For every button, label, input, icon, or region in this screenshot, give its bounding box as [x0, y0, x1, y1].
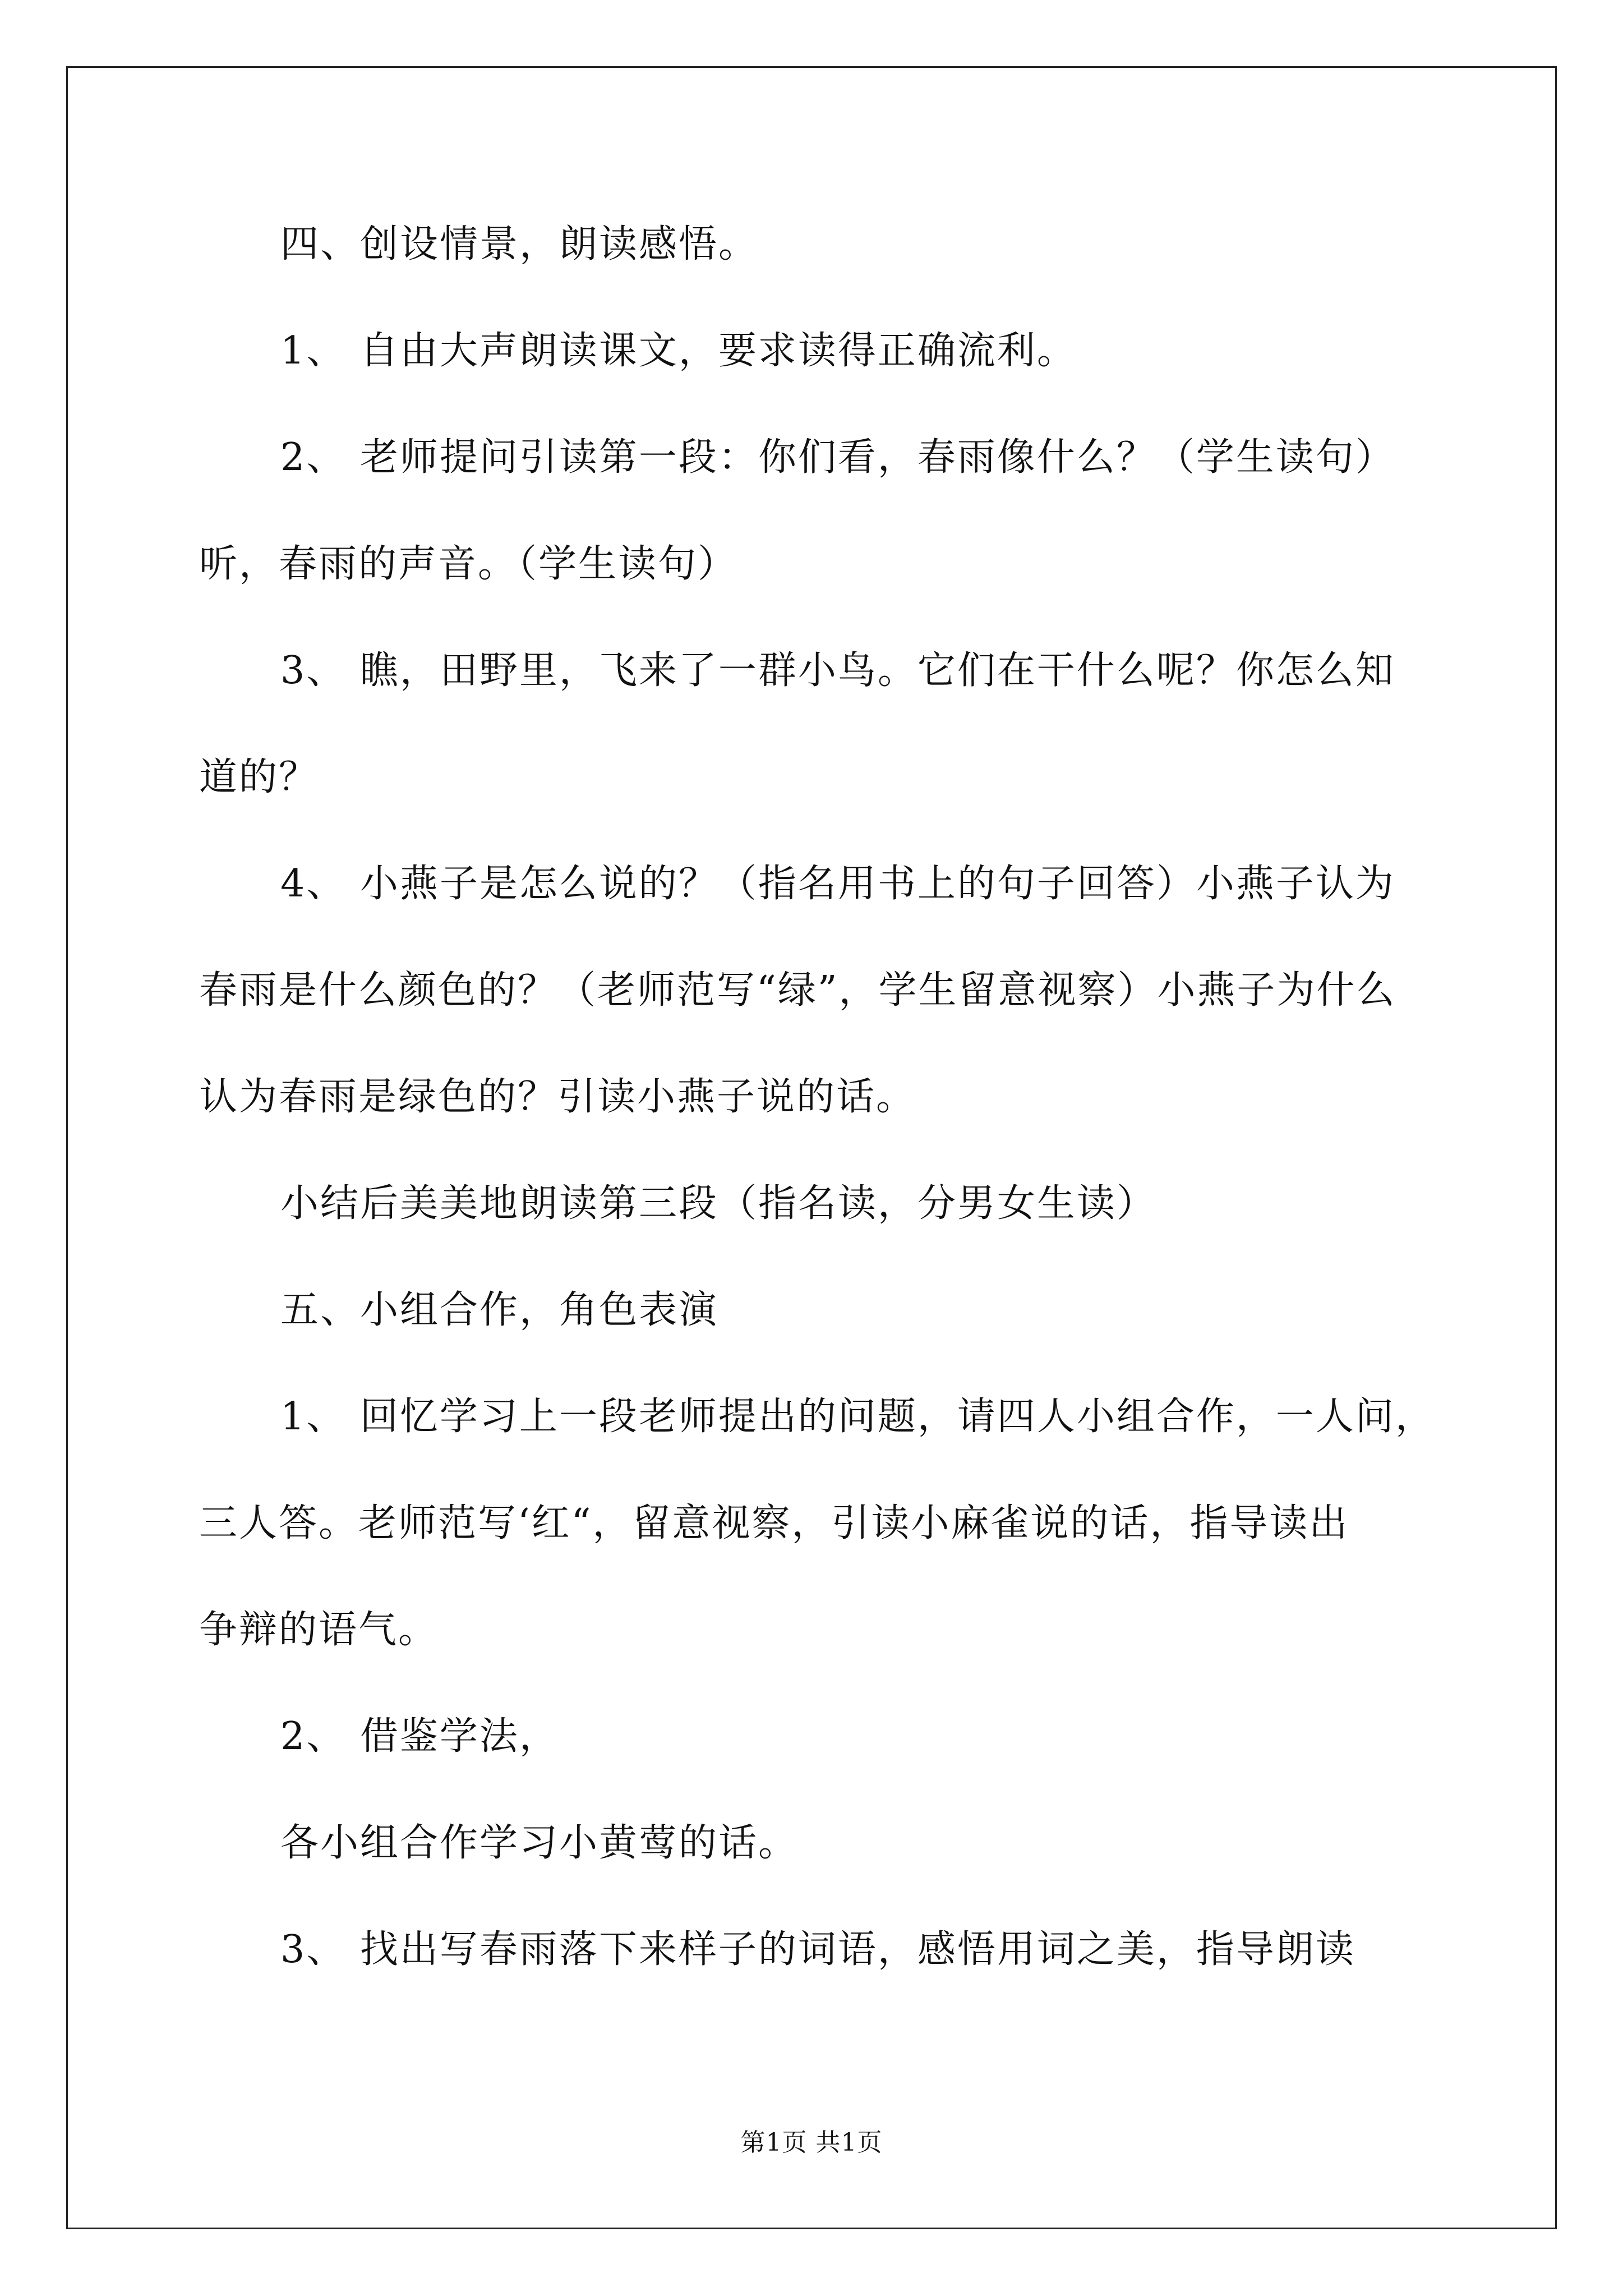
text-line: 1、 回忆学习上一段老师提出的问题，请四人小组合作，一人问，	[280, 1395, 1435, 1439]
text-line: 争辩的语气。	[199, 1608, 439, 1652]
text-line: 春雨是什么颜色的？（老师范写“绿”，学生留意视察）小燕子为什么	[199, 968, 1396, 1013]
text-line: 道的？	[199, 755, 319, 799]
text-line: 1、 自由大声朗读课文，要求读得正确流利。	[280, 329, 1077, 373]
text-line: 各小组合作学习小黄莺的话。	[280, 1821, 799, 1865]
section-heading: 五、小组合作，角色表演	[280, 1288, 719, 1332]
text-line: 2、 老师提问引读第一段：你们看，春雨像什么？（学生读句）	[280, 435, 1395, 480]
page-border	[66, 66, 1557, 2229]
text-line: 三人答。老师范写‘红“，留意视察，引读小麻雀说的话，指导读出	[199, 1501, 1349, 1545]
text-line: 听，春雨的声音。（学生读句）	[199, 542, 738, 586]
text-line: 小结后美美地朗读第三段（指名读，分男女生读）	[280, 1181, 1157, 1226]
text-line: 3、 找出写春雨落下来样子的词语，感悟用词之美，指导朗读	[280, 1927, 1355, 1972]
page-footer: 第1页 共1页	[740, 2128, 883, 2157]
text-line: 3、 瞧，田野里，飞来了一群小鸟。它们在干什么呢？你怎么知	[280, 648, 1395, 693]
text-line: 认为春雨是绿色的？引读小燕子说的话。	[199, 1075, 916, 1119]
text-line: 4、 小燕子是怎么说的？（指名用书上的句子回答）小燕子认为	[280, 862, 1395, 906]
text-line: 2、 借鉴学法，	[280, 1714, 559, 1759]
text-line: 四、创设情景，朗读感悟。	[280, 222, 759, 266]
